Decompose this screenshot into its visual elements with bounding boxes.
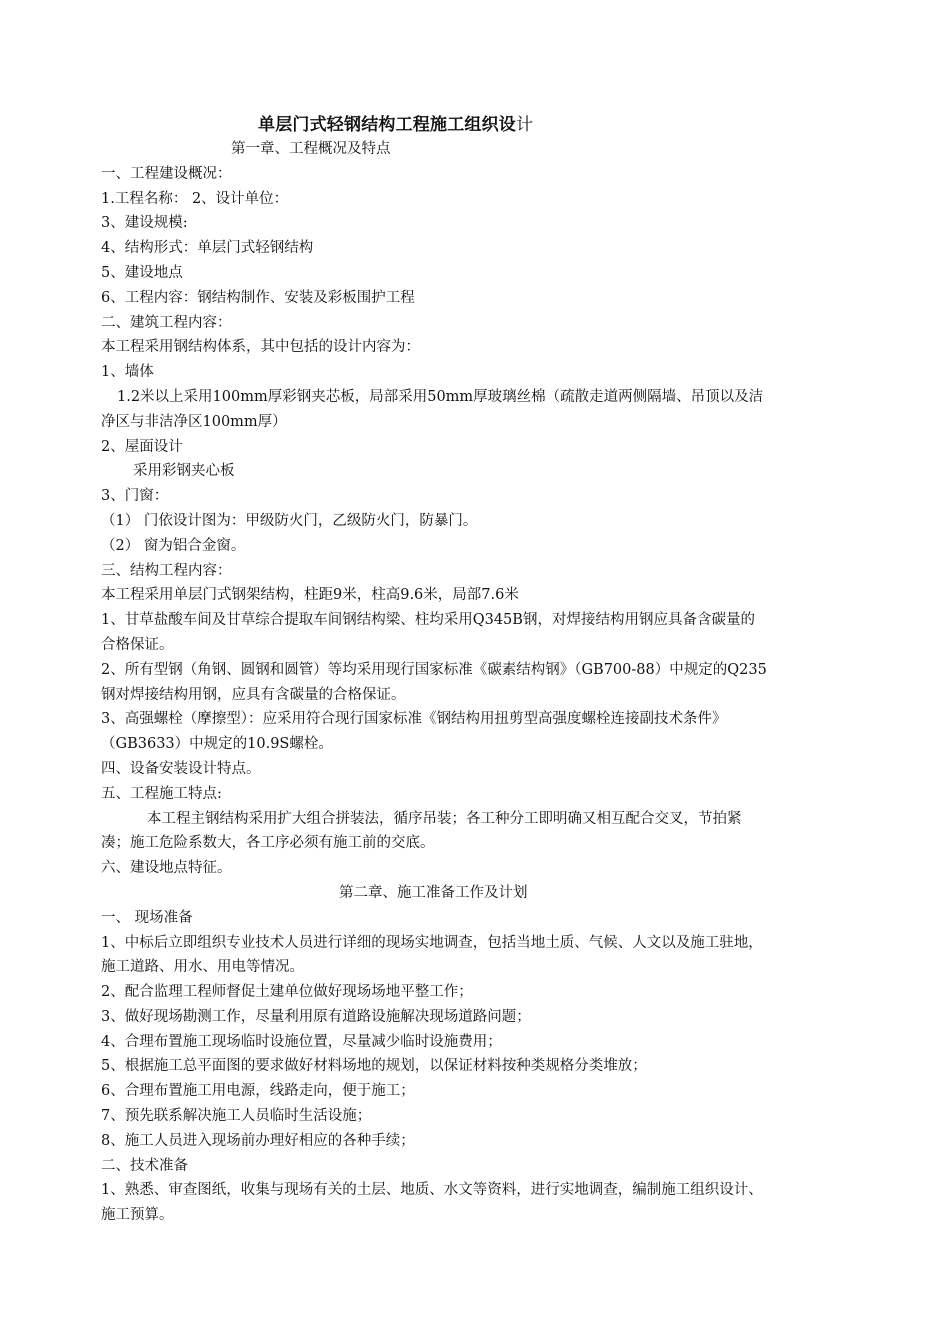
- document-body: [101, 137, 861, 1228]
- paragraph-line: 5、根据施工总平面图的要求做好材料场地的规划，以保证材料按种类规格分类堆放；: [101, 1058, 647, 1075]
- paragraph-line: 1.工程名称： 2、设计单位：: [101, 190, 289, 207]
- section-heading: 一、 现场准备: [101, 909, 193, 926]
- section-heading: 三、结构工程内容：: [101, 562, 232, 579]
- paragraph-line: 1、中标后立即组织专业技术人员进行详细的现场实地调查，包括当地土质、气候、人文以及施工驻地，: [101, 934, 763, 951]
- paragraph-line: 4、合理布置施工现场临时设施位置，尽量减少临时设施费用；: [101, 1033, 502, 1050]
- section-heading: 二、建筑工程内容：: [101, 314, 232, 331]
- section-heading: 六、建设地点特征。: [101, 860, 232, 877]
- paragraph-line: 1、墙体: [101, 364, 154, 381]
- paragraph-line: （GB3633）中规定的10.9S螺栓。: [101, 736, 333, 753]
- paragraph-line: 合格保证。: [101, 636, 174, 653]
- chapter-1-heading: 第一章、工程概况及特点: [231, 141, 391, 157]
- paragraph-line: 8、施工人员进入现场前办理好相应的各种手续；: [101, 1132, 415, 1149]
- paragraph-line: 6、工程内容：钢结构制作、安装及彩板围护工程: [101, 289, 415, 306]
- paragraph-line: 3、建设规模:: [101, 215, 188, 232]
- paragraph-line: 6、合理布置施工用电源，线路走向，便于施工；: [101, 1083, 415, 1100]
- section-heading: 二、技术准备: [101, 1157, 188, 1174]
- paragraph-line: 采用彩钢夹心板: [133, 463, 235, 480]
- paragraph-line: 凑；施工危险系数大，各工序必须有施工前的交底。: [101, 835, 435, 852]
- paragraph-line: 3、门窗：: [101, 488, 169, 505]
- paragraph-line: （2） 窗为铝合金窗。: [101, 537, 246, 554]
- paragraph-line: 5、建设地点: [101, 264, 183, 281]
- paragraph-line: 本工程采用钢结构体系，其中包括的设计内容为：: [101, 339, 420, 356]
- paragraph-line: 4、结构形式：单层门式轻钢结构: [101, 240, 314, 257]
- paragraph-line: （1） 门依设计图为：甲级防火门，乙级防火门，防暴门。: [101, 512, 478, 529]
- section-heading: 五、工程施工特点:: [101, 785, 222, 802]
- paragraph-line: 3、做好现场勘测工作，尽量利用原有道路设施解决现场道路问题；: [101, 1008, 531, 1025]
- paragraph-line: 1、甘草盐酸车间及甘草综合提取车间钢结构梁、柱均采用Q345B钢，对焊接结构用钢应具备含碳量的: [101, 612, 755, 629]
- paragraph-line: 7、预先联系解决施工人员临时生活设施；: [101, 1108, 372, 1125]
- paragraph-line: 施工预算。: [101, 1207, 174, 1224]
- section-heading: 四、设备安装设计特点。: [101, 760, 261, 777]
- document-title: [258, 110, 533, 135]
- paragraph-line: 本工程主钢结构采用扩大组合拼装法，循序吊装；各工种分工即明确又相互配合交叉，节拍紧: [147, 810, 742, 827]
- paragraph-line: 2、配合监理工程师督促土建单位做好现场场地平整工作；: [101, 984, 473, 1001]
- paragraph-line: 1.2米以上采用100mm厚彩钢夹芯板，局部采用50mm厚玻璃丝棉（疏散走道两侧隔墙、吊顶以及洁: [117, 388, 764, 405]
- paragraph-line: 1、熟悉、审查图纸，收集与现场有关的土层、地质、水文等资料，进行实地调查，编制施工组织设计、: [101, 1182, 763, 1199]
- paragraph-line: 施工道路、用水、用电等情况。: [101, 959, 304, 976]
- paragraph-line: 净区与非洁净区100mm厚）: [101, 413, 287, 430]
- chapter-2-heading: 第二章、施工准备工作及计划: [339, 884, 528, 901]
- document-title-main: 单层门式轻钢结构工程施工组织设: [258, 115, 516, 135]
- section-heading: 一、工程建设概况：: [101, 165, 232, 182]
- paragraph-line: 钢对焊接结构用钢，应具有含碳量的合格保证。: [101, 686, 406, 703]
- paragraph-line: 2、屋面设计: [101, 438, 183, 455]
- paragraph-line: 3、高强螺栓（摩擦型）：应采用符合现行国家标准《钢结构用扭剪型高强度螺栓连接副技术条件》: [101, 711, 727, 728]
- paragraph-line: 2、所有型钢（角钢、圆钢和圆管）等均采用现行国家标准《碳素结构钢》（GB700-88）中规定的Q235: [101, 661, 767, 678]
- paragraph-line: 本工程采用单层门式钢架结构，柱距9米，柱高9.6米，局部7.6米: [101, 587, 519, 604]
- document-title-tail: 计: [516, 115, 534, 135]
